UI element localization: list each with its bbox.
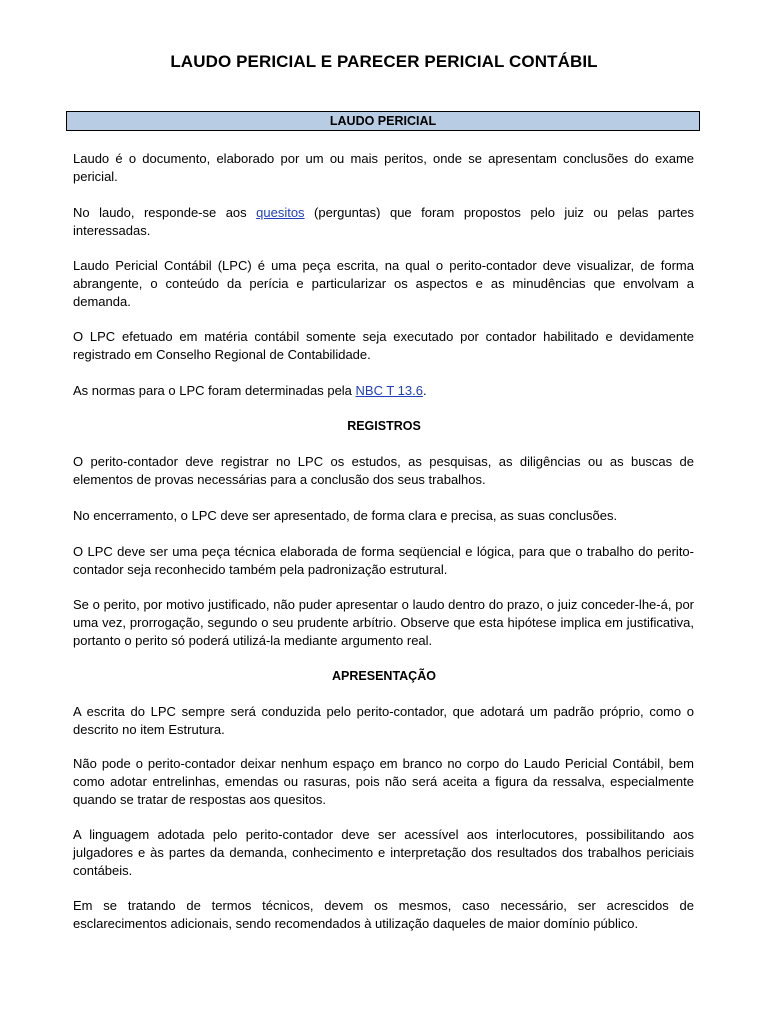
paragraph-text: No laudo, responde-se aos	[73, 205, 257, 220]
heading-registros: REGISTROS	[347, 419, 421, 433]
paragraph-peca-tecnica: O LPC deve ser uma peça técnica elaborada de forma seqüencial e lógica, para que o trabalho do perito-contador seja reconhecido também pela padronização estrutural.	[73, 544, 694, 577]
paragraph-escrita: A escrita do LPC sempre será conduzida pelo perito-contador, que adotará um padrão próprio, como o descrito no item Estrutura.	[73, 704, 694, 737]
paragraph-normas	[73, 382, 694, 400]
quesitos-link[interactable]: quesitos	[256, 205, 305, 220]
paragraph-text: .	[422, 383, 427, 398]
paragraph-text: (perguntas) que foram propostos pelo juiz ou pelas partes interessadas.	[73, 205, 695, 238]
paragraph-lpc-contador: O LPC efetuado em matéria contábil somente seja executado por contador habilitado e devidamente registrado em Conselho Regional de Contabilidade.	[73, 329, 694, 362]
paragraph-prazo: Se o perito, por motivo justificado, não puder apresentar o laudo dentro do prazo, o juiz conceder-lhe-á, por uma vez, prorrogação, segundo o seu prudente arbítrio. Observe que esta hipótese implica em justificativa, portanto o perito só poderá utilizá-la mediante argumento real.	[73, 597, 694, 648]
paragraph-text: As normas para o LPC foram determinadas pela	[73, 383, 356, 398]
paragraph-quesitos	[73, 204, 694, 240]
document-title: LAUDO PERICIAL E PARECER PERICIAL CONTÁBIL	[170, 52, 598, 71]
nbc-t-13-6-link[interactable]: NBC T 13.6	[355, 383, 423, 398]
paragraph-termos-tecnicos: Em se tratando de termos técnicos, devem os mesmos, caso necessário, ser acrescidos de esclarecimentos adicionais, sendo recomendados à utilização daqueles de maior domínio público.	[73, 898, 694, 931]
paragraph-registrar: O perito-contador deve registrar no LPC os estudos, as pesquisas, as diligências ou as buscas de elementos de provas necessárias para a conclusão dos seus trabalhos.	[73, 454, 694, 487]
section-header-laudo-pericial: LAUDO PERICIAL	[66, 111, 700, 131]
paragraph-definition: Laudo é o documento, elaborado por um ou mais peritos, onde se apresentam conclusões do exame pericial.	[73, 151, 694, 184]
paragraph-lpc-definition: Laudo Pericial Contábil (LPC) é uma peça escrita, na qual o perito-contador deve visualizar, de forma abrangente, o conteúdo da perícia e particularizar os aspectos e as minudências que envolvam a demanda.	[73, 258, 694, 309]
paragraph-espaco-branco: Não pode o perito-contador deixar nenhum espaço em branco no corpo do Laudo Pericial Contábil, bem como adotar entrelinhas, emendas ou rasuras, pois não será aceita a figura da ressalva, especialmente quando se tratar de respostas aos quesitos.	[73, 756, 694, 807]
paragraph-linguagem: A linguagem adotada pelo perito-contador deve ser acessível aos interlocutores, possibilitando aos julgadores e às partes da demanda, conhecimento e interpretação dos resultados dos trabalhos periciais contábeis.	[73, 827, 694, 878]
paragraph-encerramento: No encerramento, o LPC deve ser apresentado, de forma clara e precisa, as suas conclusões.	[73, 508, 618, 523]
heading-apresentacao: APRESENTAÇÃO	[332, 669, 436, 683]
